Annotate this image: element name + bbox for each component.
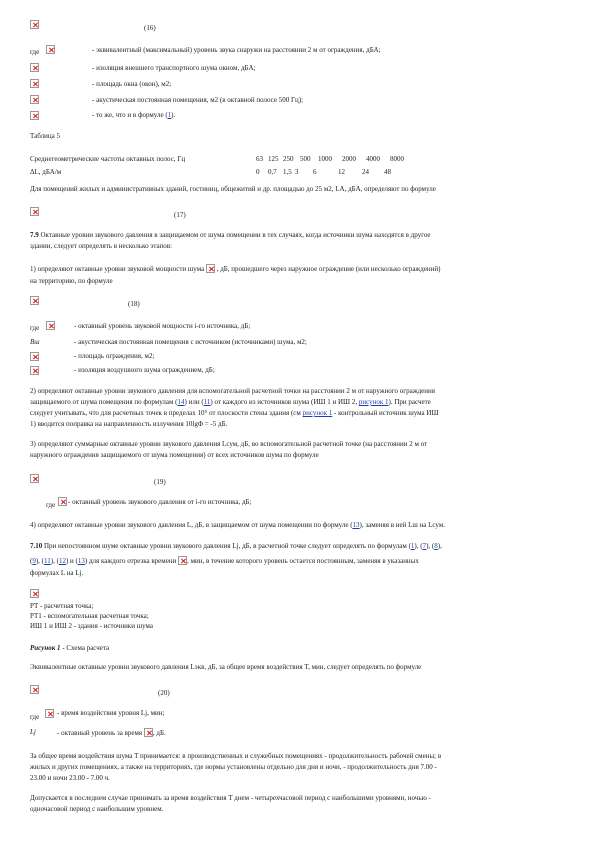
link-formula-11[interactable]: 11 [203, 398, 211, 406]
where-label: где [30, 713, 40, 721]
link-formula-1[interactable]: 1 [410, 542, 415, 550]
paragraph-line: следует учитывать, что для расчетных точек в пределах 10° от плоскости стены здания (см рисунок 1 - контрольный источник шума ИШ [30, 409, 439, 417]
link-formula-12[interactable]: 12 [58, 557, 66, 565]
figure-caption: Рисунок 1 - Схема расчета [30, 644, 110, 652]
formula-18-image [30, 296, 39, 305]
symbol-image [30, 352, 39, 361]
table-cell: 2000 [342, 155, 356, 163]
paragraph-line: наружного ограждения защищаемого от шума помещения) от всех источников шума по формуле [30, 451, 319, 459]
paragraph-line: 23.00 и ночи 23.00 - 7.00 ч. [30, 774, 110, 782]
equation-number-17: (17) [174, 211, 186, 219]
table-cell: 1,5 [283, 168, 292, 176]
table-cell: 12 [338, 168, 345, 176]
table-caption: Таблица 5 [30, 132, 60, 140]
table-cell: 1000 [318, 155, 332, 163]
where-item: - октавный уровень за время , дБ. [57, 729, 166, 737]
symbol-label: Bш [30, 338, 40, 346]
where-item: - время воздействия уровня Lj, мин; [57, 709, 165, 717]
step-4: 4) определяют октавные уровни звукового давления L, дБ, в защищаемом от шума помещении по формуле (13), заменяя в ней Lш на Lсум. [30, 521, 446, 529]
table-row-label: ΔL, дБА/м [30, 168, 62, 176]
link-formula-7[interactable]: 7 [422, 542, 427, 550]
step-3: 3) определяют суммарные октавные уровни звукового давления Lсум, дБ, во вспомогательной расчетной точке (на расстоянии 2 м от [30, 440, 428, 448]
table-cell: 125 [268, 155, 279, 163]
table-cell: 8000 [390, 155, 404, 163]
section-7-10: 7.10 При непостоянном шуме октавные уровни звукового давления Lj, дБ, в расчетной точке следует определять по формулам (1), (7), (8), [30, 542, 442, 550]
formula-20-image [30, 685, 39, 694]
symbol-image [45, 709, 54, 718]
figure-legend-item: ИШ 1 и ИШ 2 - здания - источники шума [30, 622, 153, 630]
link-formula-11[interactable]: 11 [44, 557, 51, 565]
table-cell: 0,7 [268, 168, 277, 176]
paragraph-line: 1) вводится поправка на направленность излучения 10lgΦ = -5 дБ. [30, 420, 228, 428]
where-label: где [30, 48, 40, 56]
link-formula-13[interactable]: 13 [77, 557, 85, 565]
link-formula-1[interactable]: 1 [167, 111, 172, 119]
link-formula-8[interactable]: 8 [434, 542, 438, 550]
symbol-image [30, 111, 39, 120]
where-item: - октавный уровень звукового давления от i-го источника, дБ; [68, 498, 252, 506]
table-cell: 63 [256, 155, 263, 163]
where-item: - изоляция внешнего транспортного шума окном, дБА; [92, 64, 256, 72]
paragraph-line: (9), (11), (12) и (13) для каждого отрезка времени , мин, в течение которого уровень остается постоянным, заменяя в указанных [30, 557, 419, 565]
table-cell: 0 [256, 168, 260, 176]
equation-number-18: (18) [128, 300, 140, 308]
formula-17-image [30, 207, 39, 216]
symbol-label: Lj [30, 728, 36, 736]
paragraph-line: формулах L на Lj. [30, 569, 84, 577]
where-item: - акустическая постоянная помещения, м2 (в октавной полосе 500 Гц); [92, 96, 304, 104]
figure-1-image [30, 589, 39, 598]
table-cell: 500 [300, 155, 311, 163]
paragraph-line: За общее время воздействия шума T принимается: в производственных и служебных помещениях - продолжительность рабочей смены; в [30, 752, 442, 760]
step-1: 1) определяют октавные уровни звуковой мощности шума , дБ, прошедшего через наружное ограждение (или несколько ограждений) [30, 265, 441, 273]
where-item: - площадь ограждения, м2; [74, 352, 155, 360]
figure-legend-item: РТ1 - вспомогательная расчетная точка; [30, 612, 149, 620]
formula-19-image [30, 474, 39, 483]
symbol-image [58, 497, 67, 506]
step-2: 2) определяют октавные уровни звукового давления для вспомогательной расчетной точки на расстоянии 2 м от наружного ограждения [30, 387, 435, 395]
where-item: - то же, что и в формуле (1). [92, 111, 176, 119]
symbol-image [46, 45, 55, 54]
link-formula-14[interactable]: 14 [177, 398, 185, 406]
table-row [256, 154, 410, 165]
where-item: - эквивалентный (максимальный) уровень звука снаружи на расстоянии 2 м от ограждения, дБА; [92, 46, 381, 54]
where-label: где [46, 501, 56, 509]
paragraph-line: защищаемого от шума помещения по формулам (14) или (11) от каждого из источников шума (ИШ 1 и ИШ 2, рисунок 1). При расчете [30, 398, 431, 406]
link-formula-13[interactable]: 13 [352, 521, 360, 529]
paragraph-line: жилых и других помещениях, а также на территориях, где нормы установлены отдельно для дня и ночи, - продолжительность дня 7.00 - [30, 763, 437, 771]
paragraph: Для помещений жилых и административных зданий, гостиниц, общежитий и др. площадью до 25 м2, LA, дБА, определяют по формуле [30, 185, 436, 193]
table-row-label: Среднегеометрические частоты октавных полос, Гц [30, 155, 186, 163]
paragraph-line: на территорию, по формуле [30, 277, 113, 285]
formula-16-image [30, 20, 39, 29]
table-cell: 48 [384, 168, 391, 176]
equation-number-19: (19) [154, 478, 166, 486]
table-cell: 250 [283, 155, 294, 163]
link-figure-1[interactable]: рисунок 1 [302, 409, 333, 417]
table-cell: 3 [295, 168, 299, 176]
symbol-image [30, 95, 39, 104]
where-item: - изоляция воздушного шума ограждением, дБ; [74, 366, 215, 374]
paragraph-line: Допускается в последнем случае принимать за время воздействия T днем - четырехчасовой период с наибольшими уровнями, ночью - [30, 794, 431, 802]
symbol-image [30, 366, 39, 375]
symbol-image [206, 264, 215, 273]
symbol-image [178, 556, 187, 565]
section-7-9: 7.9 Октавные уровни звукового давления в защищаемом от шума помещении в тех случаях, когда источники шума находятся в другое [30, 231, 431, 239]
link-figure-1[interactable]: рисунок 1 [358, 398, 389, 406]
table-cell: 6 [313, 168, 317, 176]
link-formula-9[interactable]: 9 [32, 557, 36, 565]
table-cell: 24 [362, 168, 369, 176]
figure-legend-item: РТ - расчетная точка; [30, 602, 94, 610]
table-cell: 4000 [366, 155, 380, 163]
symbol-image [30, 63, 39, 72]
where-label: где [30, 324, 40, 332]
symbol-image [46, 321, 55, 330]
symbol-image [30, 79, 39, 88]
where-item: - октавный уровень звуковой мощности i-го источника, дБ; [74, 322, 251, 330]
where-item: - акустическая постоянная помещения с источником (источниками) шума, м2; [74, 338, 307, 346]
equation-number-16: (16) [144, 24, 156, 32]
table-row [256, 167, 404, 178]
paragraph-line: одночасовой период с наибольшим уровнем. [30, 805, 164, 813]
where-item: - площадь окна (окон), м2; [92, 80, 172, 88]
symbol-image [144, 728, 153, 737]
equation-number-20: (20) [158, 689, 170, 697]
paragraph-line: здании, следует определять в несколько этапов: [30, 242, 172, 250]
paragraph: Эквивалентные октавные уровни звукового давления Lэкв, дБ, за общее время воздействия T, мин, следует определять по формуле [30, 663, 422, 671]
